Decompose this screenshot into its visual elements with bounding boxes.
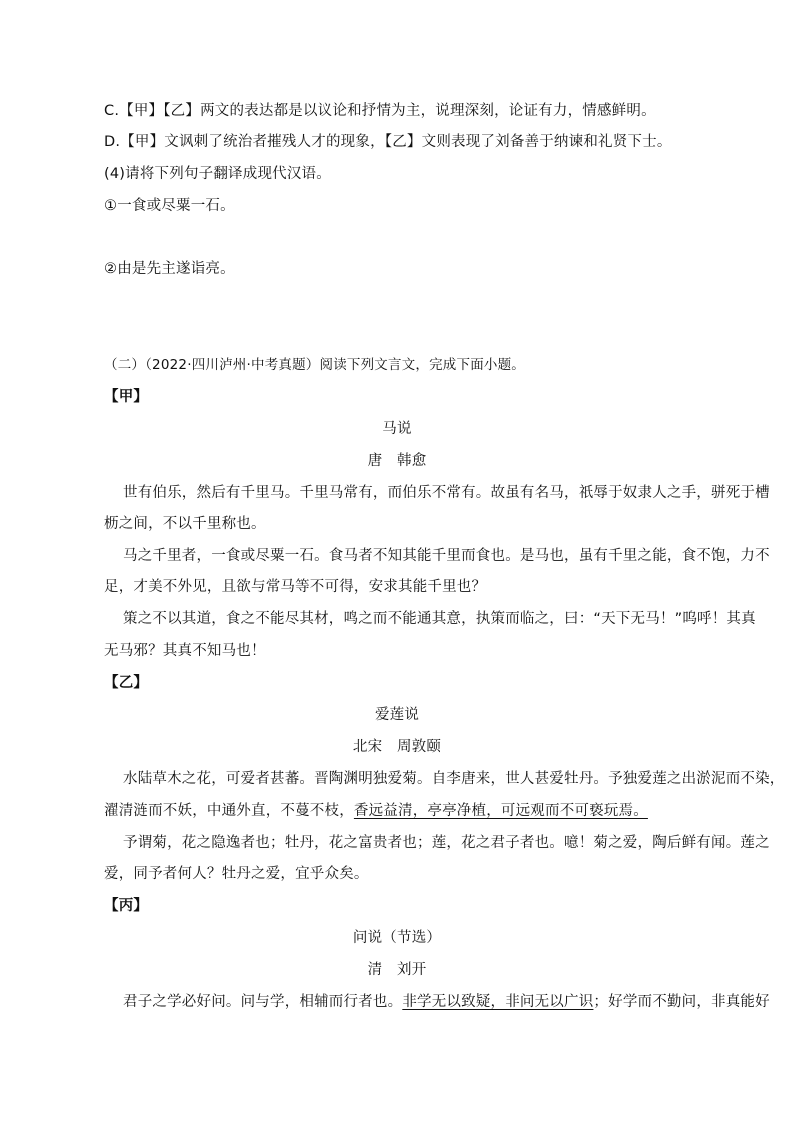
jia-line-5: 策之不以其道，食之不能尽其材，鸣之而不能通其意，执策而临之，曰：“天下无马！”呜呼！其真	[123, 611, 756, 627]
jia-line-1: 世有伯乐，然后有千里马。千里马常有，而伯乐不常有。故虽有名马，祇辱于奴隶人之手，骈死于槽	[123, 485, 770, 501]
jia-line-3: 马之千里者，一食或尽粟一石。食马者不知其能千里而食也。是马也，虽有千里之能，食不饱，力不	[123, 548, 770, 564]
translation-item-2: ②由是先主遂诣亮。	[104, 261, 235, 277]
jia-line-6: 无马邪？其真不知马也！	[104, 643, 266, 659]
author-zhou-dunyi: 北宋 周敦颐	[352, 739, 442, 755]
author-han-yu: 唐 韩愈	[367, 453, 427, 469]
title-ai-lian-shuo: 爱莲说	[374, 707, 420, 723]
bing-line-1-plain-a: 君子之学必好问。问与学，相辅而行者也。	[123, 994, 403, 1010]
yi-line-4: 爱，同予者何人？牡丹之爱，宜乎众矣。	[104, 866, 369, 882]
question-4-prompt: (4)请将下列句子翻译成现代汉语。	[104, 166, 331, 182]
label-jia: 【甲】	[104, 389, 149, 405]
translation-item-1: ①一食或尽粟一石。	[104, 198, 235, 214]
label-yi: 【乙】	[104, 675, 149, 691]
title-wen-shuo: 问说（节选）	[352, 930, 442, 946]
bing-line-1-plain-b: ；好学而不勤问，非真能好	[593, 994, 770, 1010]
yi-line-2-plain: 濯清涟而不妖，中通外直，不蔓不枝，	[104, 803, 354, 819]
author-liu-kai: 清 刘开	[367, 962, 427, 978]
jia-line-4: 足，才美不外见，且欲与常马等不可得，安求其能千里也？	[104, 579, 487, 595]
section-heading: （二）（2022·四川泸州·中考真题）阅读下列文言文，完成下面小题。	[104, 357, 525, 373]
bing-line-1	[123, 992, 770, 1012]
option-c: C.【甲】【乙】两文的表达都是以议论和抒情为主，说理深刻，论证有力，情感鲜明。	[104, 103, 656, 119]
yi-line-3: 予谓菊，花之隐逸者也；牡丹，花之富贵者也；莲，花之君子者也。噫！菊之爱，陶后鲜有闻。莲之	[123, 835, 770, 851]
label-bing: 【丙】	[104, 898, 149, 914]
yi-line-2	[104, 801, 648, 821]
jia-line-2: 枥之间，不以千里称也。	[104, 516, 266, 532]
option-d: D.【甲】文讽刺了统治者摧残人才的现象，【乙】文则表现了刘备善于纳谏和礼贤下士。	[104, 134, 672, 150]
title-ma-shuo: 马说	[382, 421, 412, 437]
bing-underlined-sentence: 非学无以致疑，非问无以广识	[402, 994, 594, 1010]
yi-line-1: 水陆草木之花，可爱者甚蕃。晋陶渊明独爱菊。自李唐来，世人甚爱牡丹。予独爱莲之出淤泥而不染，	[123, 771, 785, 787]
yi-underlined-sentence: 香远益清，亭亭净植，可远观而不可亵玩焉。	[353, 803, 648, 819]
